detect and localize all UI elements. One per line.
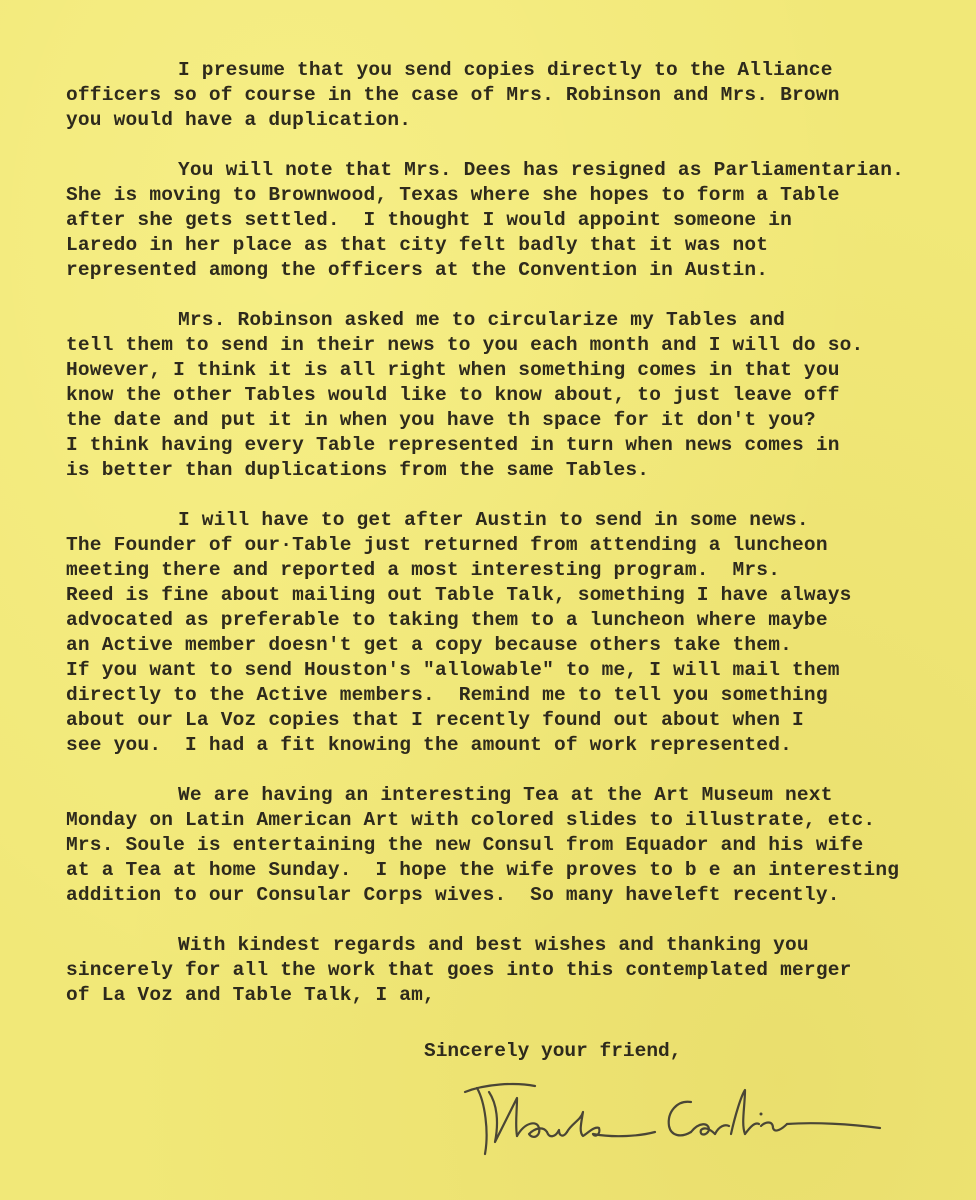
letter-line: You will note that Mrs. Dees has resigned as Parliamentarian. (178, 159, 905, 181)
letter-paragraph (66, 158, 956, 283)
letter-line: She is moving to Brownwood, Texas where she hopes to form a Table (66, 184, 840, 206)
letter-paragraph (66, 308, 956, 483)
letter-line: you would have a duplication. (66, 109, 412, 131)
letter-line: addition to our Consular Corps wives. So many haveleft recently. (66, 884, 840, 906)
letter-paragraph (66, 58, 956, 133)
letter-line: advocated as preferable to taking them to a luncheon where maybe (66, 609, 828, 631)
letter-line: the date and put it in when you have th space for it don't you? (66, 409, 816, 431)
letter-line: sincerely for all the work that goes into this contemplated merger (66, 959, 852, 981)
letter-line: of La Voz and Table Talk, I am, (66, 984, 435, 1006)
letter-line: The Founder of our·Table just returned from attending a luncheon (66, 534, 828, 556)
letter-paragraph (66, 508, 956, 758)
letter-line: directly to the Active members. Remind me to tell you something (66, 684, 828, 706)
letter-line: I will have to get after Austin to send in some news. (178, 509, 809, 531)
letter-line: at a Tea at home Sunday. I hope the wife proves to b e an interesting (66, 859, 900, 881)
letter-line: We are having an interesting Tea at the Art Museum next (178, 784, 833, 806)
letter-line: Laredo in her place as that city felt badly that it was not (66, 234, 769, 256)
letter-line: represented among the officers at the Convention in Austin. (66, 259, 769, 281)
letter-line: If you want to send Houston's "allowable" to me, I will mail them (66, 659, 840, 681)
handwritten-signature (455, 1062, 895, 1162)
letter-line: tell them to send in their news to you each month and I will do so. (66, 334, 864, 356)
letter-line: I presume that you send copies directly to the Alliance (178, 59, 833, 81)
letter-line: an Active member doesn't get a copy because others take them. (66, 634, 793, 656)
letter-line: With kindest regards and best wishes and thanking you (178, 934, 809, 956)
letter-line: is better than duplications from the same Tables. (66, 459, 650, 481)
letter-paragraph (66, 933, 956, 1008)
letter-line: after she gets settled. I thought I would appoint someone in (66, 209, 793, 231)
letter-line: officers so of course in the case of Mrs. Robinson and Mrs. Brown (66, 84, 840, 106)
letter-line: I think having every Table represented in turn when news comes in (66, 434, 840, 456)
letter-line: Mrs. Robinson asked me to circularize my Tables and (178, 309, 785, 331)
letter-line: about our La Voz copies that I recently found out about when I (66, 709, 804, 731)
letter-line: know the other Tables would like to know about, to just leave off (66, 384, 840, 406)
letter-line: Monday on Latin American Art with colored slides to illustrate, etc. (66, 809, 876, 831)
closing-line: Sincerely your friend, (424, 1040, 682, 1062)
letter-body (66, 58, 956, 1033)
letter-line: see you. I had a fit knowing the amount of work represented. (66, 734, 793, 756)
letter-line: However, I think it is all right when something comes in that you (66, 359, 840, 381)
letter-line: Mrs. Soule is entertaining the new Consul from Equador and his wife (66, 834, 864, 856)
letter-paragraph (66, 783, 956, 908)
letter-line: Reed is fine about mailing out Table Talk, something I have always (66, 584, 852, 606)
letter-line: meeting there and reported a most interesting program. Mrs. (66, 559, 781, 581)
